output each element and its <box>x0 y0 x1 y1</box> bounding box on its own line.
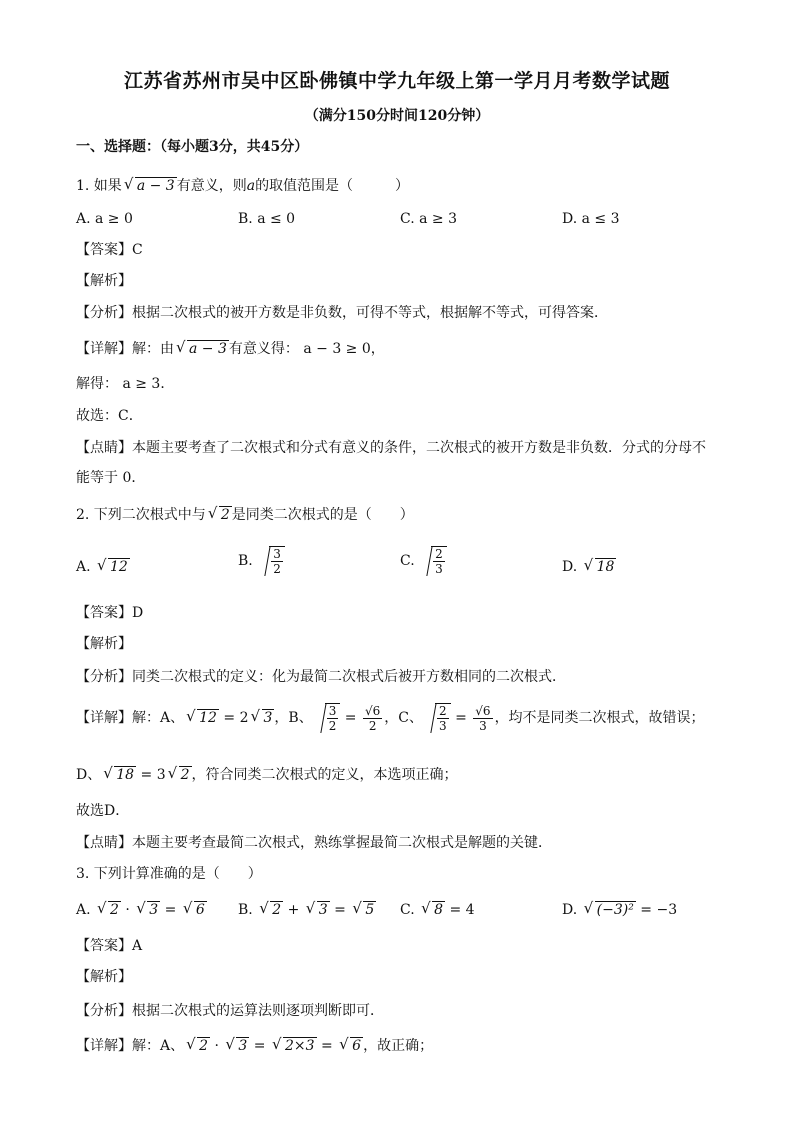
q2-stem <box>76 505 414 525</box>
q2-option-c-den: 3 <box>435 562 443 576</box>
page-subtitle: （满分150分时间120分钟） <box>304 108 490 124</box>
q1-option-c: C. a ≥ 3 <box>400 211 457 227</box>
q1-option-d: D. a ≤ 3 <box>562 211 620 227</box>
q2-option-d-label: D. <box>562 559 578 575</box>
q2-option-d-radical <box>584 557 617 577</box>
q3-option-c <box>400 900 475 920</box>
q3-option-d-radicand: (−3)² <box>596 902 634 918</box>
q3-option-b-rad1 <box>259 900 283 920</box>
q2-option-c-label: C. <box>400 553 415 569</box>
q2-xj-a-result-radicand: 3 <box>263 710 273 726</box>
q1-analysis-tag: 【解析】 <box>76 273 132 289</box>
page-title: 江苏省苏州市吴中区卧佛镇中学九年级上第一学月月考数学试题 <box>123 70 670 92</box>
q3-option-a-radicand3: 6 <box>195 902 205 918</box>
q2-d-eq: = 3 <box>136 767 166 783</box>
q2-xj-a-result-radical <box>251 708 275 728</box>
q2-d-pre: D、 <box>76 767 102 783</box>
q2-xj-b-result <box>363 704 382 733</box>
q2-xj-c-label: ，C、 <box>384 710 423 726</box>
q2-xj-c-result-den: 3 <box>479 718 487 733</box>
q2-xj-c-radical <box>423 703 451 733</box>
q2-xj-c-result <box>473 704 492 733</box>
q3-xj-radicand4: 6 <box>352 1038 362 1054</box>
q2-xj-b-radical <box>313 703 341 733</box>
q2-option-a <box>76 557 130 577</box>
q2-option-b-num: 3 <box>273 547 281 561</box>
q1-answer: 【答案】C <box>76 242 143 258</box>
q3-xj-radicand3: 2×3 <box>284 1038 315 1054</box>
q2-option-b-radical <box>257 546 285 576</box>
q2-option-b-label: B. <box>238 553 253 569</box>
q2-option-a-radical <box>97 557 130 577</box>
q1-dianjing-line2: 能等于 0． <box>76 470 146 486</box>
q1-xiangjie <box>76 339 385 359</box>
q2-xiangjie-pre: 【详解】解：A、 <box>76 710 185 726</box>
q1-xiangjie-radicand: a − 3 <box>189 341 227 357</box>
q3-option-a-equals: = <box>160 902 181 918</box>
q3-option-d <box>562 900 677 920</box>
q2-analysis-tag: 【解析】 <box>76 636 132 652</box>
q2-d-result-radical <box>168 765 192 785</box>
q3-option-d-radical <box>584 900 636 920</box>
q3-option-a-radicand2: 3 <box>149 902 159 918</box>
q1-radical <box>124 176 177 196</box>
q2-xj-tail: ，均不是同类二次根式，故错误； <box>494 710 705 726</box>
q3-xj-dot: · <box>210 1038 224 1054</box>
q3-xj-rad3 <box>272 1036 317 1056</box>
q2-xj-c-result-num: √6 <box>475 703 491 718</box>
q3-option-b <box>238 900 376 920</box>
q2-d-result-radicand: 2 <box>180 767 190 783</box>
q3-xj-rad1 <box>186 1036 210 1056</box>
q2-d-radical <box>103 765 136 785</box>
q3-xj-radicand1: 2 <box>199 1038 209 1054</box>
q3-option-a-dot: · <box>120 902 135 918</box>
q1-option-b: B. a ≤ 0 <box>238 211 296 227</box>
q1-var: a <box>246 178 256 194</box>
q3-option-a-rad1 <box>97 900 121 920</box>
q3-stem: 3. 下列计算准确的是（ ） <box>76 866 262 882</box>
q2-d-radicand: 18 <box>116 767 135 783</box>
q3-option-c-label: C. <box>400 902 415 918</box>
q2-xj-a-radical <box>186 708 219 728</box>
q2-xj-a-radicand: 12 <box>199 710 217 726</box>
q1-jiede: 解得： a ≥ 3． <box>76 376 175 392</box>
q2-option-d-radicand: 18 <box>596 559 615 575</box>
q3-option-b-radicand1: 2 <box>272 902 282 918</box>
q2-option-a-radicand: 12 <box>110 559 128 575</box>
q2-stem-pre: 2. 下列二次根式中与 <box>76 507 206 523</box>
q3-option-a-radicand1: 2 <box>110 902 119 918</box>
q3-option-b-label: B. <box>238 902 253 918</box>
q2-xj-b-equals: = <box>340 710 361 726</box>
q2-radicand: 2 <box>220 507 230 523</box>
q2-option-b-den: 2 <box>273 562 281 576</box>
q2-option-c-radical <box>419 546 447 576</box>
q3-analysis-tag: 【解析】 <box>76 969 132 985</box>
q2-dianjing: 【点睛】本题主要考查最简二次根式，熟练掌握最简二次根式是解题的关键． <box>76 835 552 851</box>
q2-radical <box>208 505 232 525</box>
q3-option-c-eq: = 4 <box>445 902 475 918</box>
q2-fenxi: 【分析】同类二次根式的定义：化为最简二次根式后被开方数相同的二次根式． <box>76 669 566 685</box>
q2-option-d-explain <box>76 765 458 785</box>
q3-xj-rad2 <box>225 1036 249 1056</box>
q3-option-b-plus: + <box>283 902 304 918</box>
q3-xj-equals1: = <box>249 1038 270 1054</box>
q3-answer: 【答案】A <box>76 938 143 954</box>
q3-option-c-radical <box>421 900 445 920</box>
q3-xiangjie <box>76 1036 433 1056</box>
q3-option-c-radicand: 8 <box>434 902 444 918</box>
q3-option-b-rad3 <box>352 900 376 920</box>
q1-xiangjie-post: 有意义得： a − 3 ≥ 0， <box>228 341 385 357</box>
q2-xj-b-num: 3 <box>328 704 337 718</box>
q2-option-d <box>562 557 616 577</box>
q3-option-b-radicand3: 5 <box>365 902 375 918</box>
q2-option-c <box>400 546 447 576</box>
q2-xj-c-num: 2 <box>439 704 447 718</box>
q1-stem <box>76 176 409 196</box>
q1-guxuan: 故选：C． <box>76 408 143 424</box>
q3-xj-rad4 <box>339 1036 363 1056</box>
q2-xj-c-equals: = <box>450 710 472 726</box>
q3-option-a-rad3 <box>183 900 207 920</box>
q1-stem-end: 的取值范围是（ ） <box>255 178 410 194</box>
q2-xj-c-den: 3 <box>439 719 447 733</box>
q3-xj-radicand2: 3 <box>238 1038 248 1054</box>
q1-fenxi: 【分析】根据二次根式的被开方数是非负数，可得不等式，根据解不等式，可得答案． <box>76 305 608 321</box>
q3-option-b-radicand2: 3 <box>318 902 328 918</box>
q3-fenxi: 【分析】根据二次根式的运算法则逐项判断即可． <box>76 1003 384 1019</box>
q3-xj-tail: ，故正确； <box>363 1038 434 1054</box>
q2-option-a-label: A. <box>76 559 91 575</box>
q3-option-a <box>76 900 207 920</box>
q3-option-b-equals: = <box>329 902 351 918</box>
q2-answer: 【答案】D <box>76 605 144 621</box>
q2-d-tail: ，符合同类二次根式的定义，本选项正确； <box>191 767 458 783</box>
section-heading: 一、选择题：（每小题3分，共45分） <box>76 139 309 155</box>
q2-xiangjie <box>76 703 705 733</box>
q2-xj-b-result-num: √6 <box>365 703 381 718</box>
q3-option-a-label: A. <box>76 902 91 918</box>
q3-xiangjie-pre: 【详解】解：A、 <box>76 1038 185 1054</box>
q2-xj-b-den: 2 <box>328 719 337 733</box>
q3-option-d-eq: = −3 <box>635 902 678 918</box>
q2-xj-b-result-den: 2 <box>368 718 377 733</box>
q2-guxuan: 故选D． <box>76 803 130 819</box>
q2-option-b <box>238 546 285 576</box>
q2-stem-post: 是同类二次根式的是（ ） <box>231 507 414 523</box>
q1-xiangjie-radical <box>176 339 229 359</box>
q1-stem-pre: 1. 如果 <box>76 178 122 194</box>
q1-option-a: A. a ≥ 0 <box>76 211 133 227</box>
q3-option-b-rad2 <box>306 900 330 920</box>
q2-xj-a-eq: = 2 <box>218 710 249 726</box>
q2-xj-b-label: ，B、 <box>274 710 313 726</box>
q1-stem-post: 有意义，则 <box>176 178 247 194</box>
q1-xiangjie-pre: 【详解】解：由 <box>76 341 174 357</box>
q3-option-a-rad2 <box>136 900 160 920</box>
q1-dianjing-line1: 【点睛】本题主要考查了二次根式和分式有意义的条件，二次根式的被开方数是非负数．分式的分母不 <box>76 440 706 456</box>
q3-option-d-label: D. <box>562 902 578 918</box>
q2-option-c-num: 2 <box>435 547 443 561</box>
q1-radicand: a − 3 <box>136 178 175 194</box>
q3-xj-equals2: = <box>316 1038 338 1054</box>
